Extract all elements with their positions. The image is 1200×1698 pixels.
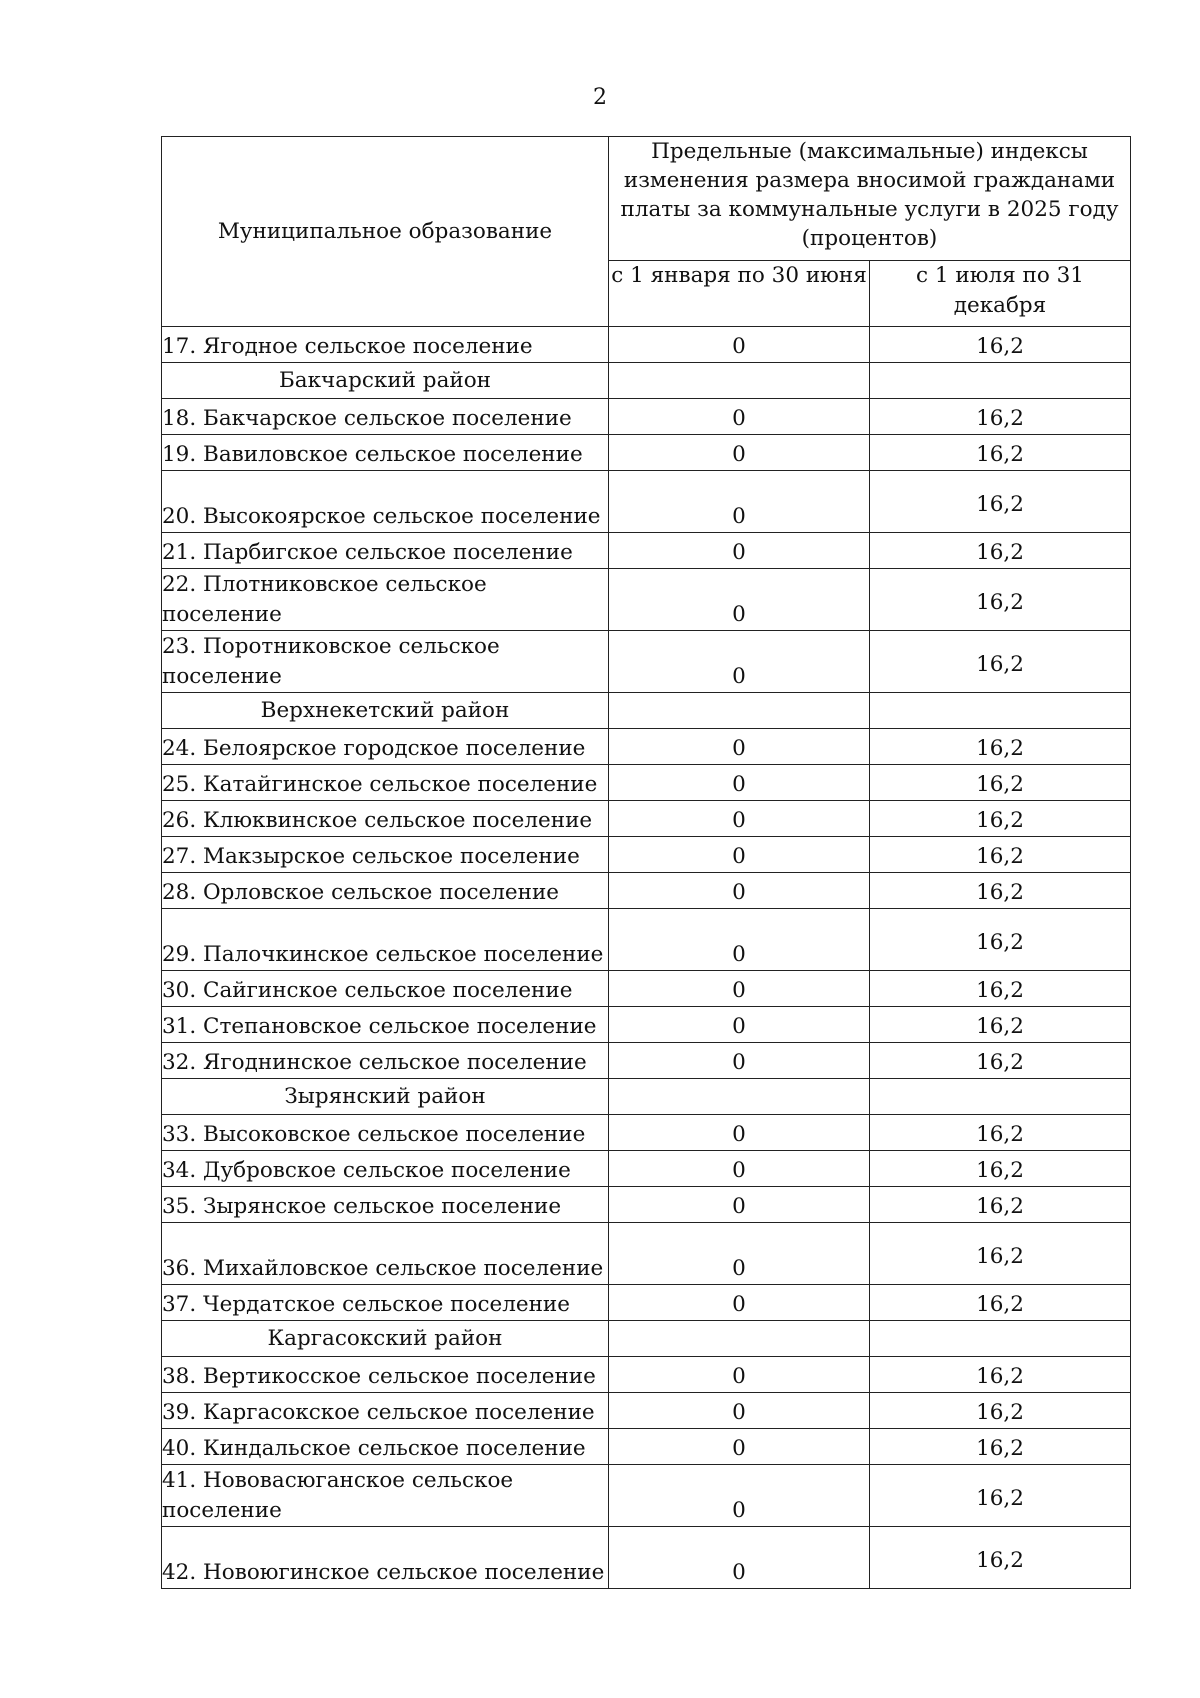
district-name: Верхнекетский район (162, 693, 609, 729)
table-row (162, 1465, 1131, 1527)
index-first-half: 0 (609, 1527, 870, 1589)
municipality-column-header: Муниципальное образование (162, 137, 609, 327)
settlement-name: 25. Катайгинское сельское поселение (162, 765, 609, 801)
index-second-half: 16,2 (870, 1527, 1131, 1589)
settlement-name: 42. Новоюгинское сельское поселение (162, 1527, 609, 1589)
index-second-half: 16,2 (870, 1187, 1131, 1223)
index-first-half: 0 (609, 1043, 870, 1079)
table-row (162, 1043, 1131, 1079)
index-second-half: 16,2 (870, 1357, 1131, 1393)
index-second-half: 16,2 (870, 1151, 1131, 1187)
empty-cell (870, 363, 1131, 399)
index-second-half: 16,2 (870, 471, 1131, 533)
index-first-half: 0 (609, 971, 870, 1007)
settlement-name: 17. Ягодное сельское поселение (162, 327, 609, 363)
settlement-name: 21. Парбигское сельское поселение (162, 533, 609, 569)
table-row (162, 1115, 1131, 1151)
table-row (162, 729, 1131, 765)
index-second-half: 16,2 (870, 631, 1131, 693)
table-row (162, 1429, 1131, 1465)
settlement-name: 40. Киндальское сельское поселение (162, 1429, 609, 1465)
index-second-half: 16,2 (870, 837, 1131, 873)
empty-cell (609, 1079, 870, 1115)
index-second-half: 16,2 (870, 569, 1131, 631)
district-name: Зырянский район (162, 1079, 609, 1115)
table-row (162, 569, 1131, 631)
district-row (162, 693, 1131, 729)
settlement-name: 20. Высокоярское сельское поселение (162, 471, 609, 533)
table-row (162, 471, 1131, 533)
page-number: 2 (593, 85, 607, 110)
table-row (162, 1357, 1131, 1393)
table-row (162, 1285, 1131, 1321)
table-row (162, 873, 1131, 909)
index-first-half: 0 (609, 1357, 870, 1393)
table-row (162, 909, 1131, 971)
district-row (162, 1079, 1131, 1115)
table-row (162, 1527, 1131, 1589)
district-row (162, 1321, 1131, 1357)
index-first-half: 0 (609, 1223, 870, 1285)
table-row (162, 837, 1131, 873)
index-second-half: 16,2 (870, 1393, 1131, 1429)
index-second-half: 16,2 (870, 729, 1131, 765)
settlement-name: 24. Белоярское городское поселение (162, 729, 609, 765)
district-name: Бакчарский район (162, 363, 609, 399)
index-second-half: 16,2 (870, 1429, 1131, 1465)
index-second-half: 16,2 (870, 1285, 1131, 1321)
table-row (162, 971, 1131, 1007)
table-body (162, 327, 1131, 1589)
empty-cell (609, 693, 870, 729)
index-second-half: 16,2 (870, 435, 1131, 471)
index-second-half: 16,2 (870, 327, 1131, 363)
settlement-name: 19. Вавиловское сельское поселение (162, 435, 609, 471)
index-second-half: 16,2 (870, 909, 1131, 971)
district-name: Каргасокский район (162, 1321, 609, 1357)
index-first-half: 0 (609, 327, 870, 363)
settlement-name: 36. Михайловское сельское поселение (162, 1223, 609, 1285)
table-row (162, 399, 1131, 435)
empty-cell (870, 693, 1131, 729)
tariff-index-table (161, 136, 1131, 1589)
index-first-half: 0 (609, 435, 870, 471)
period1-column-header: с 1 января по 30 июня (609, 261, 870, 327)
empty-cell (609, 1321, 870, 1357)
table-row (162, 1223, 1131, 1285)
settlement-name: 28. Орловское сельское поселение (162, 873, 609, 909)
district-row (162, 363, 1131, 399)
index-second-half: 16,2 (870, 1223, 1131, 1285)
index-first-half: 0 (609, 909, 870, 971)
settlement-name: 18. Бакчарское сельское поселение (162, 399, 609, 435)
settlement-name: 34. Дубровское сельское поселение (162, 1151, 609, 1187)
index-second-half: 16,2 (870, 533, 1131, 569)
index-second-half: 16,2 (870, 801, 1131, 837)
index-first-half: 0 (609, 1187, 870, 1223)
index-second-half: 16,2 (870, 1465, 1131, 1527)
empty-cell (870, 1079, 1131, 1115)
empty-cell (870, 1321, 1131, 1357)
table-row (162, 435, 1131, 471)
settlement-name: 41. Нововасюганское сельское поселение (162, 1465, 609, 1527)
table-row (162, 1151, 1131, 1187)
index-first-half: 0 (609, 765, 870, 801)
table-row (162, 1007, 1131, 1043)
table-row (162, 1393, 1131, 1429)
index-second-half: 16,2 (870, 399, 1131, 435)
table-row (162, 801, 1131, 837)
index-first-half: 0 (609, 801, 870, 837)
settlement-name: 33. Высоковское сельское поселение (162, 1115, 609, 1151)
settlement-name: 22. Плотниковское сельское поселение (162, 569, 609, 631)
table-header (162, 137, 1131, 327)
index-first-half: 0 (609, 837, 870, 873)
table-row (162, 1187, 1131, 1223)
settlement-name: 32. Ягоднинское сельское поселение (162, 1043, 609, 1079)
index-second-half: 16,2 (870, 1115, 1131, 1151)
settlement-name: 26. Клюквинское сельское поселение (162, 801, 609, 837)
settlement-name: 30. Сайгинское сельское поселение (162, 971, 609, 1007)
index-first-half: 0 (609, 1007, 870, 1043)
empty-cell (609, 363, 870, 399)
settlement-name: 27. Макзырское сельское поселение (162, 837, 609, 873)
table-row (162, 765, 1131, 801)
settlement-name: 23. Поротниковское сельское поселение (162, 631, 609, 693)
index-first-half: 0 (609, 631, 870, 693)
index-first-half: 0 (609, 1465, 870, 1527)
index-first-half: 0 (609, 399, 870, 435)
index-first-half: 0 (609, 569, 870, 631)
index-column-header: Предельные (максимальные) индексы изменения размера вносимой гражданами платы за коммунальные услуги в 2025 году (процентов) (609, 137, 1131, 261)
settlement-name: 35. Зырянское сельское поселение (162, 1187, 609, 1223)
period2-column-header: с 1 июля по 31 декабря (870, 261, 1131, 327)
index-first-half: 0 (609, 533, 870, 569)
index-first-half: 0 (609, 1393, 870, 1429)
index-first-half: 0 (609, 873, 870, 909)
settlement-name: 38. Вертикосское сельское поселение (162, 1357, 609, 1393)
index-second-half: 16,2 (870, 1043, 1131, 1079)
index-first-half: 0 (609, 1115, 870, 1151)
index-first-half: 0 (609, 1429, 870, 1465)
table-row (162, 533, 1131, 569)
table-row (162, 631, 1131, 693)
index-first-half: 0 (609, 471, 870, 533)
index-first-half: 0 (609, 729, 870, 765)
settlement-name: 39. Каргасокское сельское поселение (162, 1393, 609, 1429)
index-second-half: 16,2 (870, 765, 1131, 801)
settlement-name: 31. Степановское сельское поселение (162, 1007, 609, 1043)
index-first-half: 0 (609, 1285, 870, 1321)
settlement-name: 37. Чердатское сельское поселение (162, 1285, 609, 1321)
index-second-half: 16,2 (870, 971, 1131, 1007)
index-second-half: 16,2 (870, 1007, 1131, 1043)
index-first-half: 0 (609, 1151, 870, 1187)
settlement-name: 29. Палочкинское сельское поселение (162, 909, 609, 971)
table-row (162, 327, 1131, 363)
index-second-half: 16,2 (870, 873, 1131, 909)
